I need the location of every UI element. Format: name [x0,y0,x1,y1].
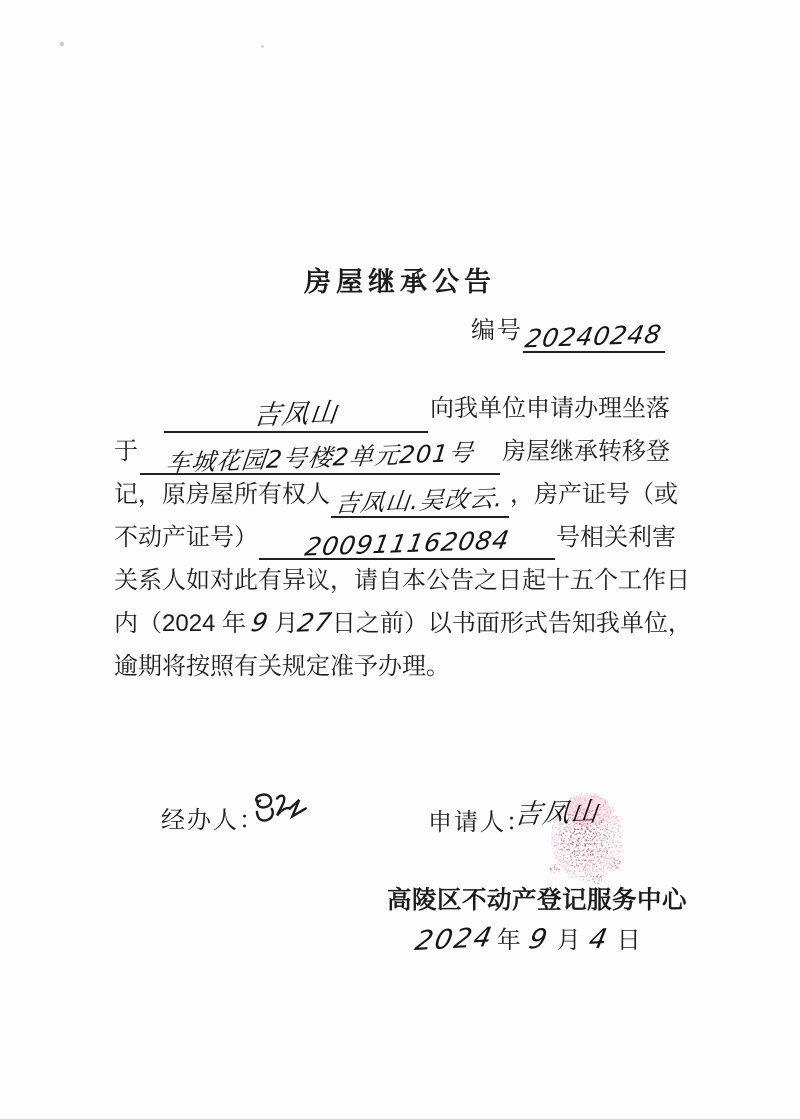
body-line-3 [114,474,692,518]
year-unit-label: 年 [496,927,521,954]
body-line-2-suffix: 房屋继承转移登 [502,438,670,465]
deadline-month-handwritten: 9 [248,607,272,638]
body-line-3-suffix: ，房产证号（或 [510,481,678,508]
applicant-label: 申请人： [428,809,532,836]
serial-number-handwritten: 20240248 [523,319,665,354]
body-line-1-text: 向我单位申请办理坐落 [430,395,670,422]
body-line-7-text: 逾期将按照有关规定准予办理。 [114,653,450,680]
body-line-5 [114,560,692,595]
body-line-6 [114,603,692,638]
handler-signature-scribble [248,786,320,838]
applicant-name-blank [164,399,428,433]
property-address-blank [140,438,500,478]
body-line-4 [114,517,692,560]
serial-number-blank [523,319,665,353]
date-day-handwritten: 4 [585,923,612,956]
original-owners-blank [331,484,509,518]
organization-name: 高陵区不动产登记服务中心 [387,887,687,914]
document-title: 房屋继承公告 [304,267,496,297]
serial-label: 编号 [471,317,523,344]
body-line-6-suffix: 日之前）以书面形式告知我单位， [331,610,692,637]
applicant-signature-handwritten: 吉凤山 [512,796,601,831]
day-unit-label: 日 [616,927,641,954]
body-line-4-suffix: 号相关利害 [556,524,676,551]
serial-row [471,310,665,353]
handler-label: 经办人： [161,807,265,834]
month-unit-label: 月 [556,927,581,954]
body-line-6-mid: 月 [274,610,299,637]
body-line-1 [114,388,692,433]
date-month-handwritten: 9 [525,923,552,956]
date-line [412,920,645,957]
deadline-day-handwritten: 27 [295,607,335,638]
body-line-3-prefix: 记，原房屋所有权人 [114,481,330,508]
body-line-7 [114,646,692,681]
body-line-2 [114,431,692,478]
body-line-2-prefix: 于 [114,438,138,465]
certificate-number-handwritten: 200911162084 [302,525,512,562]
property-address-handwritten: 车城花园2号楼2单元201号 [164,438,476,478]
body-line-6-prefix: 内（2024 年 [114,610,247,637]
body-line-4-prefix: 不动产证号） [114,524,258,551]
certificate-number-blank [259,526,555,560]
applicant-name-handwritten: 吉凤山 [251,397,340,432]
original-owners-handwritten: 吉凤山.吴改云. [334,484,506,518]
scan-speck [60,42,64,46]
scan-speck [261,45,264,48]
body-line-5-text: 关系人如对此有异议，请自本公告之日起十五个工作日 [114,567,690,594]
date-year-handwritten: 2024 [412,922,497,957]
